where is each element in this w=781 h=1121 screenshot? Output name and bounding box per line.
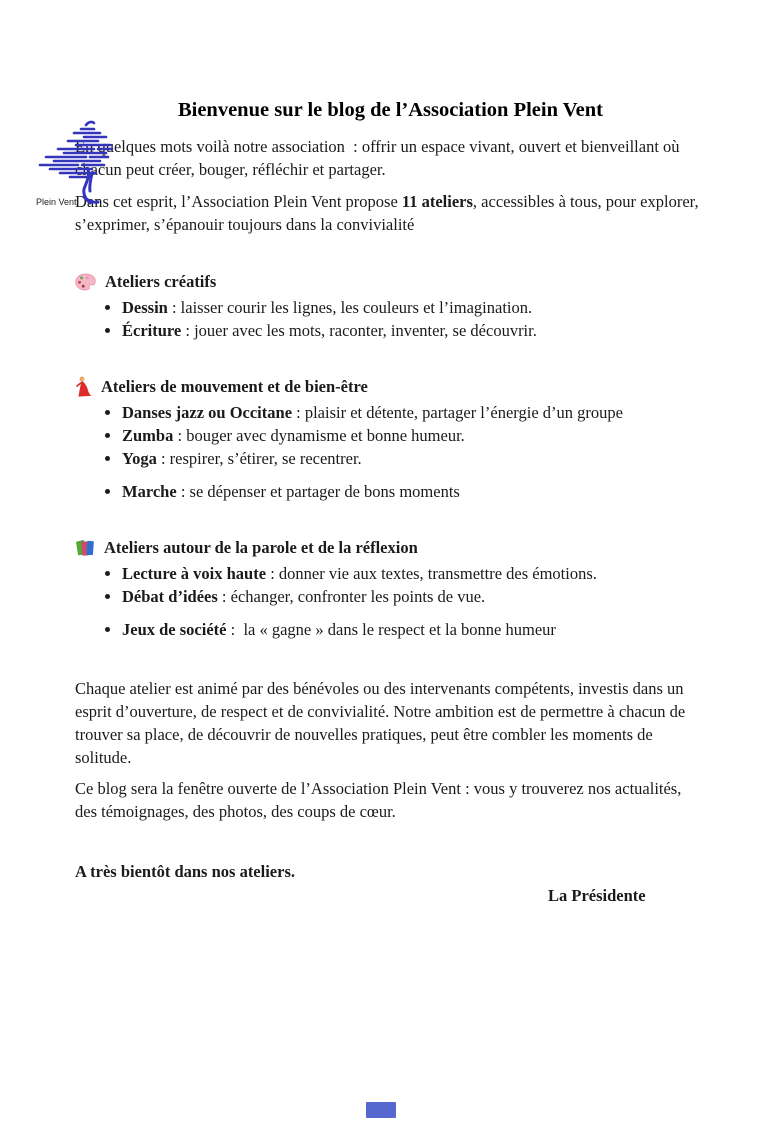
section-heading <box>75 536 706 559</box>
closing-paragraph-2: Ce blog sera la fenêtre ouverte de l’Association Plein Vent : vous y trouverez nos actualités, des témoignages, des photos, des coups de cœur. <box>75 779 686 821</box>
signature-line: La Présidente <box>548 886 646 905</box>
workshop-list <box>75 296 706 342</box>
workshop-name: Marche <box>122 482 177 501</box>
workshop-item: • Danses jazz ou Occitane : plaisir et détente, partager l’énergie d’un groupe <box>122 401 706 424</box>
workshop-name: Dessin <box>122 298 168 317</box>
ateliers-count-bold: 11 ateliers <box>401 192 473 211</box>
section-title: Ateliers de mouvement et de bien-être <box>101 377 368 396</box>
section-heading <box>75 375 706 398</box>
document-page <box>0 97 781 1121</box>
workshop-name: Danses jazz ou Occitane <box>122 403 293 422</box>
intro-paragraph-1: En quelques mots voilà notre association : offrir un espace vivant, ouvert et bienveillant où chacun peut créer, bouger, réfléchir et partager. <box>75 137 684 179</box>
association-logo <box>34 119 122 209</box>
workshop-item: • Zumba : bouger avec dynamisme et bonne humeur. <box>122 424 706 447</box>
dancer-icon <box>75 376 92 397</box>
section-ateliers-creatifs <box>75 270 706 342</box>
workshop-item: • Lecture à voix haute : donner vie aux textes, transmettre des émotions. <box>122 562 706 585</box>
section-title: Ateliers autour de la parole et de la réflexion <box>104 538 418 557</box>
logo-label: Plein Vent <box>36 197 77 207</box>
workshop-list <box>75 401 706 503</box>
section-parole-reflexion <box>75 536 706 641</box>
workshop-item: • Écriture : jouer avec les mots, raconter, inventer, se découvrir. <box>122 319 706 342</box>
tree-sketch-icon <box>34 119 122 209</box>
workshop-name: Écriture <box>122 321 182 340</box>
workshop-name: Débat d’idées <box>122 587 218 606</box>
workshop-item: • Jeux de société : la « gagne » dans le respect et la bonne humeur <box>122 618 706 641</box>
workshop-name: Lecture à voix haute <box>122 564 267 583</box>
intro-paragraph-2 <box>75 190 706 236</box>
closing-paragraph-1: Chaque atelier est animé par des bénévoles ou des intervenants compétents, investis dans un esprit d’ouverture, de respect et de convivialité. Notre ambition est de permettre à chacun de trouver sa place, de découvrir de nouvelles pratiques, peut être combler les moments de solitude. <box>75 679 690 767</box>
books-icon <box>75 538 95 558</box>
workshop-name: Yoga <box>122 449 157 468</box>
workshop-item: • Yoga : respirer, s’étirer, se recentrer. <box>122 447 706 470</box>
palette-icon <box>75 273 96 291</box>
workshop-name: Jeux de société <box>122 620 227 639</box>
workshop-item: • Dessin : laisser courir les lignes, les couleurs et l’imagination. <box>122 296 706 319</box>
workshop-name: Zumba <box>122 426 174 445</box>
workshop-item: • Débat d’idées : échanger, confronter les points de vue. <box>122 585 706 608</box>
document-content <box>0 97 781 907</box>
section-mouvement-bien-etre <box>75 375 706 503</box>
intro-paragraph-2-end: , accessibles à tous, pour explorer, s’exprimer, s’épanouir toujours dans la convivialité <box>75 192 703 234</box>
section-heading <box>75 270 706 293</box>
intro-paragraph-2-start: Dans cet esprit, l’Association Plein Vent propose <box>75 192 402 211</box>
workshop-list <box>75 562 706 641</box>
signoff-line: A très bientôt dans nos ateliers. <box>75 862 295 881</box>
section-title: Ateliers créatifs <box>105 272 217 291</box>
page-title: Bienvenue sur le blog de l’Association Plein Vent <box>177 99 604 121</box>
workshop-item: • Marche : se dépenser et partager de bons moments <box>122 480 706 503</box>
bottom-blue-mark <box>366 1102 396 1118</box>
